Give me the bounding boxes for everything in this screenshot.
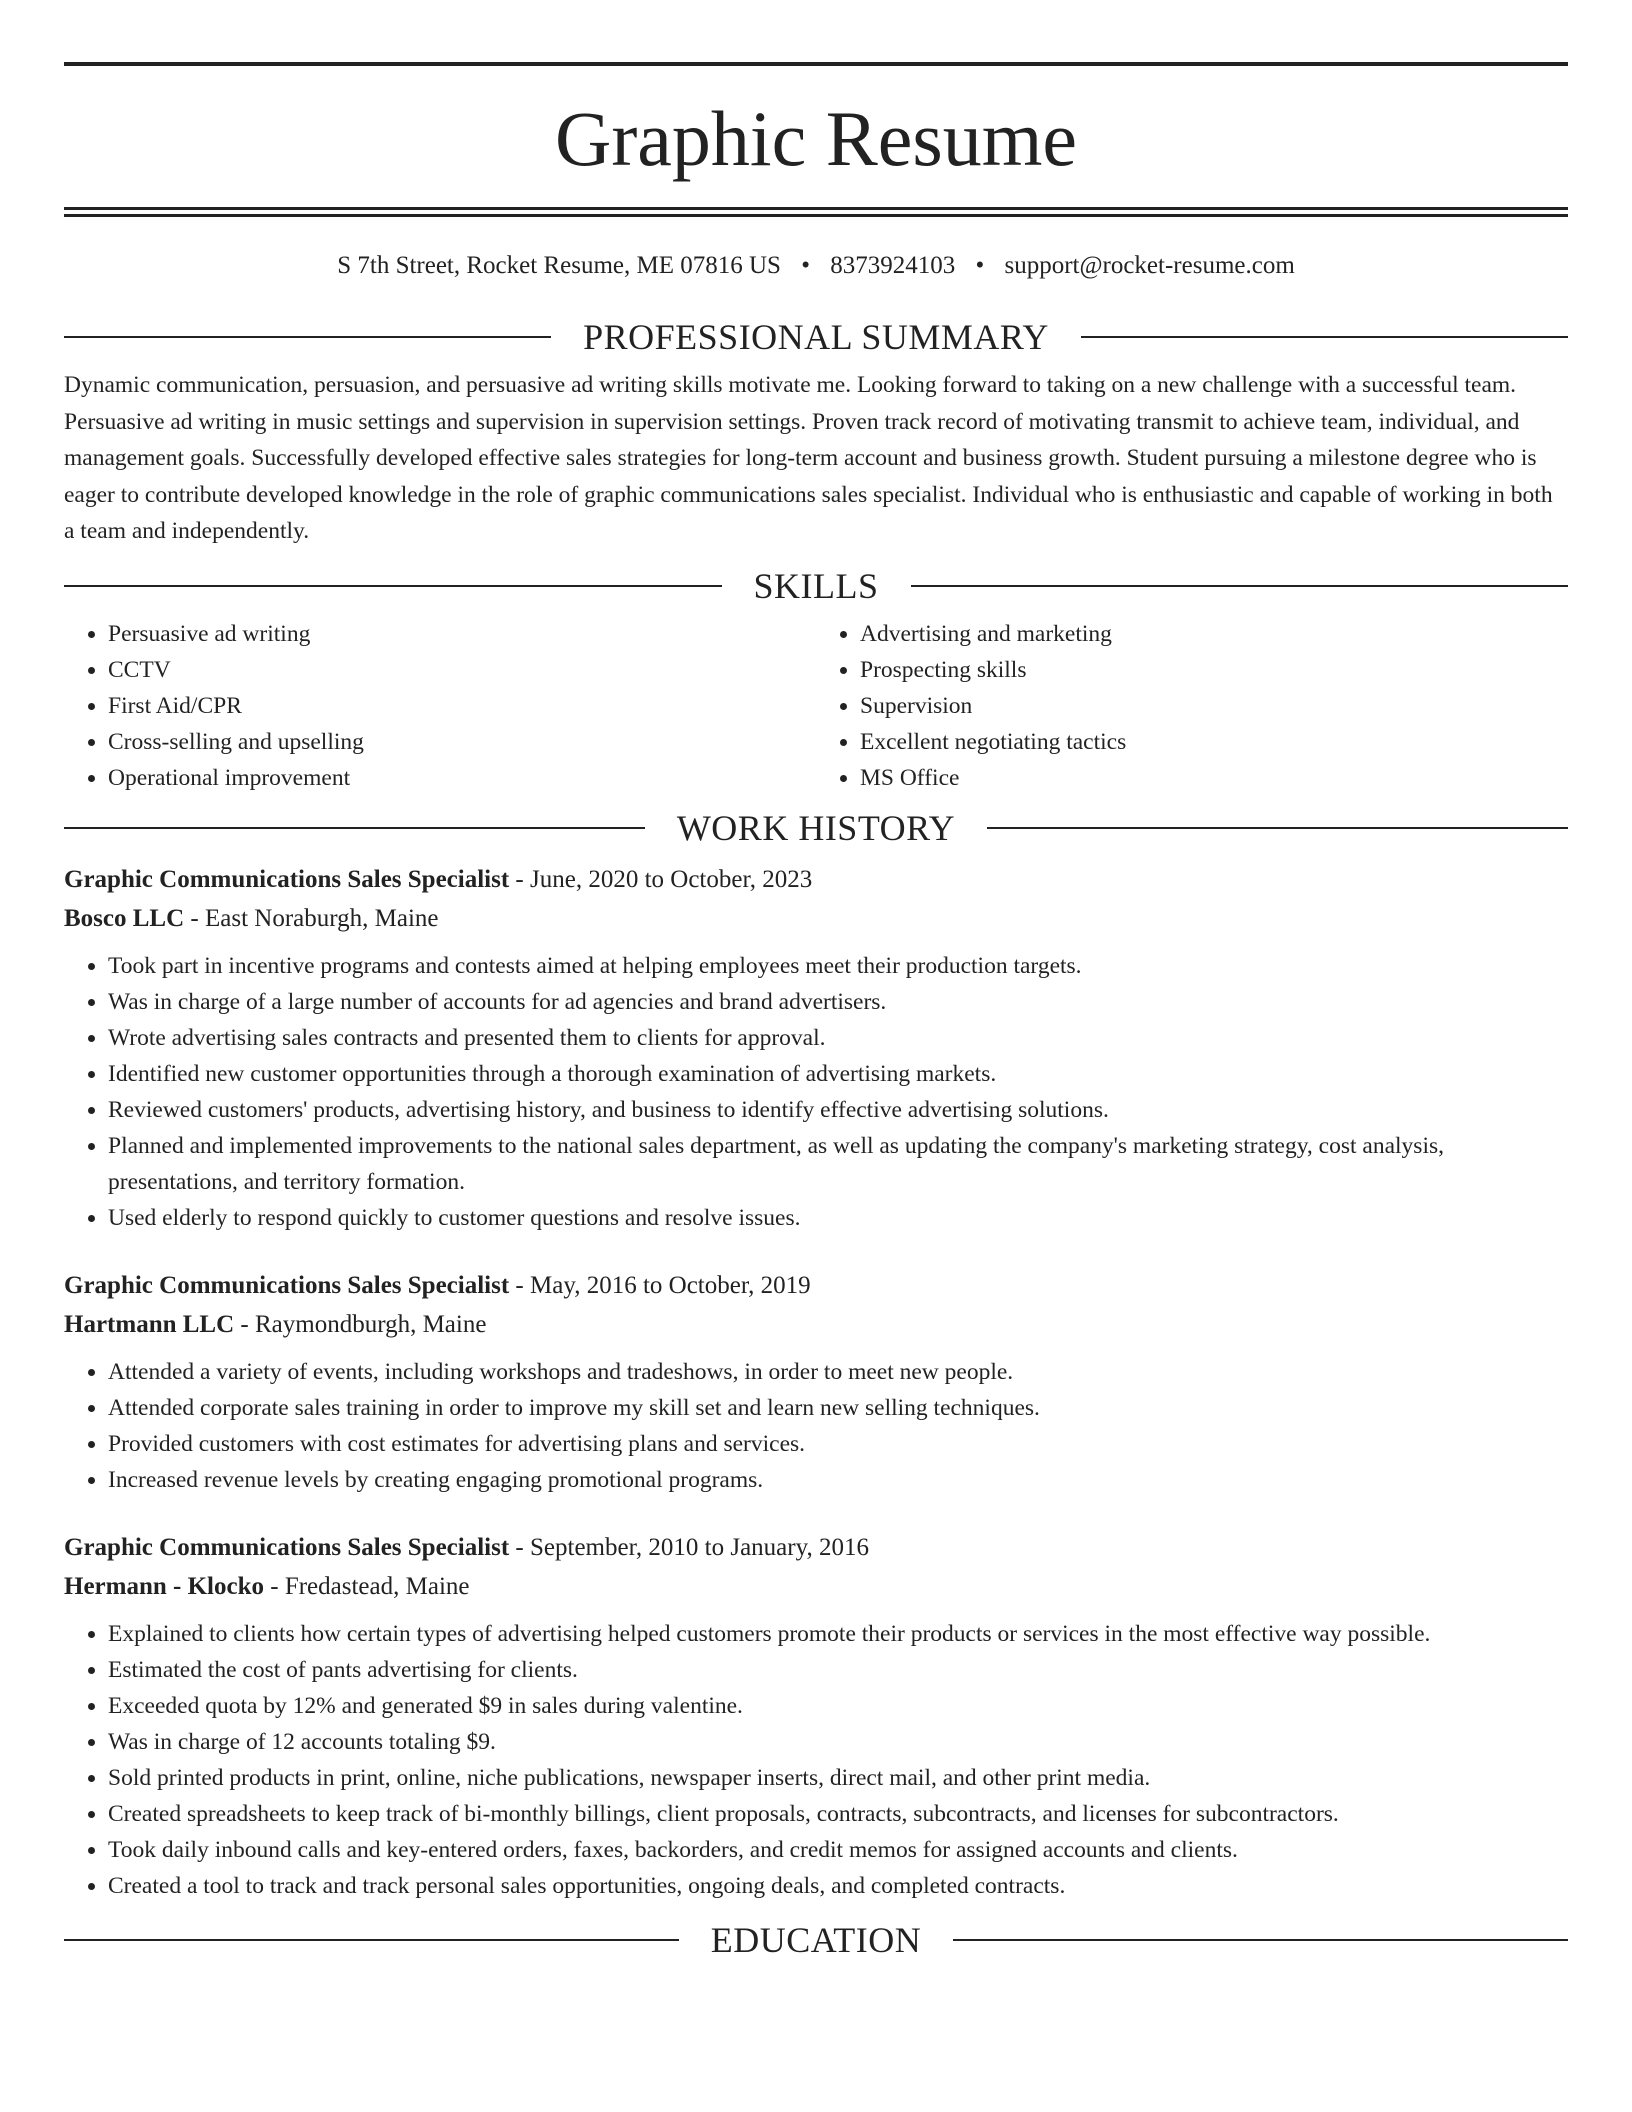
job-bullet: • Created spreadsheets to keep track of bi-monthly billings, client proposals, contracts, subcontracts, and licenses for subcontractors.: [108, 1796, 1568, 1832]
section-title: SKILLS: [753, 565, 879, 606]
contact-line: [64, 251, 1568, 281]
skill-item: • Supervision: [860, 688, 1568, 724]
address: S 7th Street, Rocket Resume, ME 07816 US: [337, 252, 781, 279]
job-bullets: [64, 948, 1568, 1236]
job-bullet: • Provided customers with cost estimates for advertising plans and services.: [108, 1426, 1568, 1462]
job-bullet: • Was in charge of a large number of accounts for ad agencies and brand advertisers.: [108, 984, 1568, 1020]
education-heading: [64, 1918, 1568, 1962]
job-company: Hermann - Klocko: [64, 1572, 264, 1600]
separator-dot: •: [801, 252, 810, 279]
job-location: - Raymondburgh, Maine: [234, 1310, 487, 1338]
job-bullet: • Increased revenue levels by creating engaging promotional programs.: [108, 1462, 1568, 1498]
job-bullet: • Explained to clients how certain types of advertising helped customers promote their products or services in the most effective way possible.: [108, 1616, 1568, 1652]
divider-line: [953, 1939, 1568, 1941]
skill-item: • Operational improvement: [108, 760, 816, 796]
section-title: EDUCATION: [710, 1919, 922, 1960]
job-bullet: • Took daily inbound calls and key-entered orders, faxes, backorders, and credit memos for assigned accounts and clients.: [108, 1832, 1568, 1868]
job-dates: - June, 2020 to October, 2023: [509, 865, 813, 893]
section-title: WORK HISTORY: [676, 807, 956, 848]
job-bullet: • Planned and implemented improvements to the national sales department, as well as updating the company's marketing strategy, cost analysis, presentations, and territory formation.: [108, 1128, 1568, 1200]
job-bullet: • Used elderly to respond quickly to customer questions and resolve issues.: [108, 1200, 1568, 1236]
summary-text: Dynamic communication, persuasion, and persuasive ad writing skills motivate me. Looking forward to taking on a new challenge with a successful team. Persuasive ad writing in music settings and supervision in supervision settings. Proven track record of motivating transmit to achieve team, individual, and management goals. Successfully developed effective sales strategies for long-term account and business growth. Student pursuing a milestone degree who is eager to contribute developed knowledge in the role of graphic communications sales specialist. Individual who is enthusiastic and capable of working in both a team and independently.: [64, 372, 1553, 544]
job-company-line: [64, 1305, 1568, 1344]
job-bullets: [64, 1354, 1568, 1498]
job-entry: [64, 1528, 1568, 1904]
job-role: Graphic Communications Sales Specialist: [64, 1533, 510, 1561]
job-bullets: [64, 1616, 1568, 1904]
job-bullet: • Attended corporate sales training in order to improve my skill set and learn new selling techniques.: [108, 1390, 1568, 1426]
job-location: - East Noraburgh, Maine: [184, 904, 439, 932]
divider-line: [64, 585, 722, 587]
skill-item: • Excellent negotiating tactics: [860, 724, 1568, 760]
job-bullet: • Created a tool to track and track personal sales opportunities, ongoing deals, and completed contracts.: [108, 1868, 1568, 1904]
job-bullet: • Sold printed products in print, online, niche publications, newspaper inserts, direct mail, and other print media.: [108, 1760, 1568, 1796]
job-bullet: • Exceeded quota by 12% and generated $9 in sales during valentine.: [108, 1688, 1568, 1724]
skills-column-right: [816, 616, 1568, 796]
job-company: Hartmann LLC: [64, 1310, 235, 1338]
divider-line: [911, 585, 1569, 587]
skill-item: • Advertising and marketing: [860, 616, 1568, 652]
skills-column-left: [64, 616, 816, 796]
divider-line: [64, 1939, 679, 1941]
job-bullet: • Identified new customer opportunities through a thorough examination of advertising markets.: [108, 1056, 1568, 1092]
skill-item: • Persuasive ad writing: [108, 616, 816, 652]
job-bullet: • Reviewed customers' products, advertising history, and business to identify effective advertising solutions.: [108, 1092, 1568, 1128]
skill-item: • First Aid/CPR: [108, 688, 816, 724]
job-bullet: • Was in charge of 12 accounts totaling $9.: [108, 1724, 1568, 1760]
section-title: PROFESSIONAL SUMMARY: [583, 317, 1049, 357]
divider-line: [987, 827, 1568, 829]
job-bullet: • Estimated the cost of pants advertising for clients.: [108, 1652, 1568, 1688]
skill-item: • Prospecting skills: [860, 652, 1568, 688]
job-dates: - September, 2010 to January, 2016: [509, 1533, 869, 1561]
separator-dot: •: [975, 252, 985, 279]
email: support@rocket-resume.com: [1004, 252, 1295, 279]
skills-heading: [64, 564, 1568, 608]
job-role: Graphic Communications Sales Specialist: [64, 865, 510, 893]
skill-item: • Cross-selling and upselling: [108, 724, 816, 760]
job-title-line: [64, 1528, 1568, 1567]
job-company-line: [64, 1567, 1568, 1606]
job-company: Bosco LLC: [64, 904, 185, 932]
resume-page: [64, 62, 1568, 1962]
job-location: - Fredastead, Maine: [264, 1572, 470, 1600]
job-dates: - May, 2016 to October, 2019: [509, 1271, 811, 1299]
job-entry: [64, 1266, 1568, 1498]
work-heading: [64, 806, 1568, 850]
job-title-line: [64, 1266, 1568, 1305]
summary-heading: [64, 315, 1568, 359]
phone: 8373924103: [830, 252, 956, 279]
job-bullet: • Attended a variety of events, including workshops and tradeshows, in order to meet new people.: [108, 1354, 1568, 1390]
skill-item: • CCTV: [108, 652, 816, 688]
job-company-line: [64, 899, 1568, 938]
divider-line: [64, 827, 645, 829]
job-title-line: [64, 860, 1568, 899]
skill-item: • MS Office: [860, 760, 1568, 796]
double-rule: [64, 207, 1568, 217]
job-bullet: • Took part in incentive programs and contests aimed at helping employees meet their production targets.: [108, 948, 1568, 984]
skills-list: [64, 616, 1568, 796]
divider-line: [1081, 336, 1568, 338]
job-entry: [64, 860, 1568, 1236]
job-role: Graphic Communications Sales Specialist: [64, 1271, 510, 1299]
job-bullet: • Wrote advertising sales contracts and presented them to clients for approval.: [108, 1020, 1568, 1056]
divider-line: [64, 336, 551, 338]
resume-title: Graphic Resume: [554, 95, 1077, 182]
